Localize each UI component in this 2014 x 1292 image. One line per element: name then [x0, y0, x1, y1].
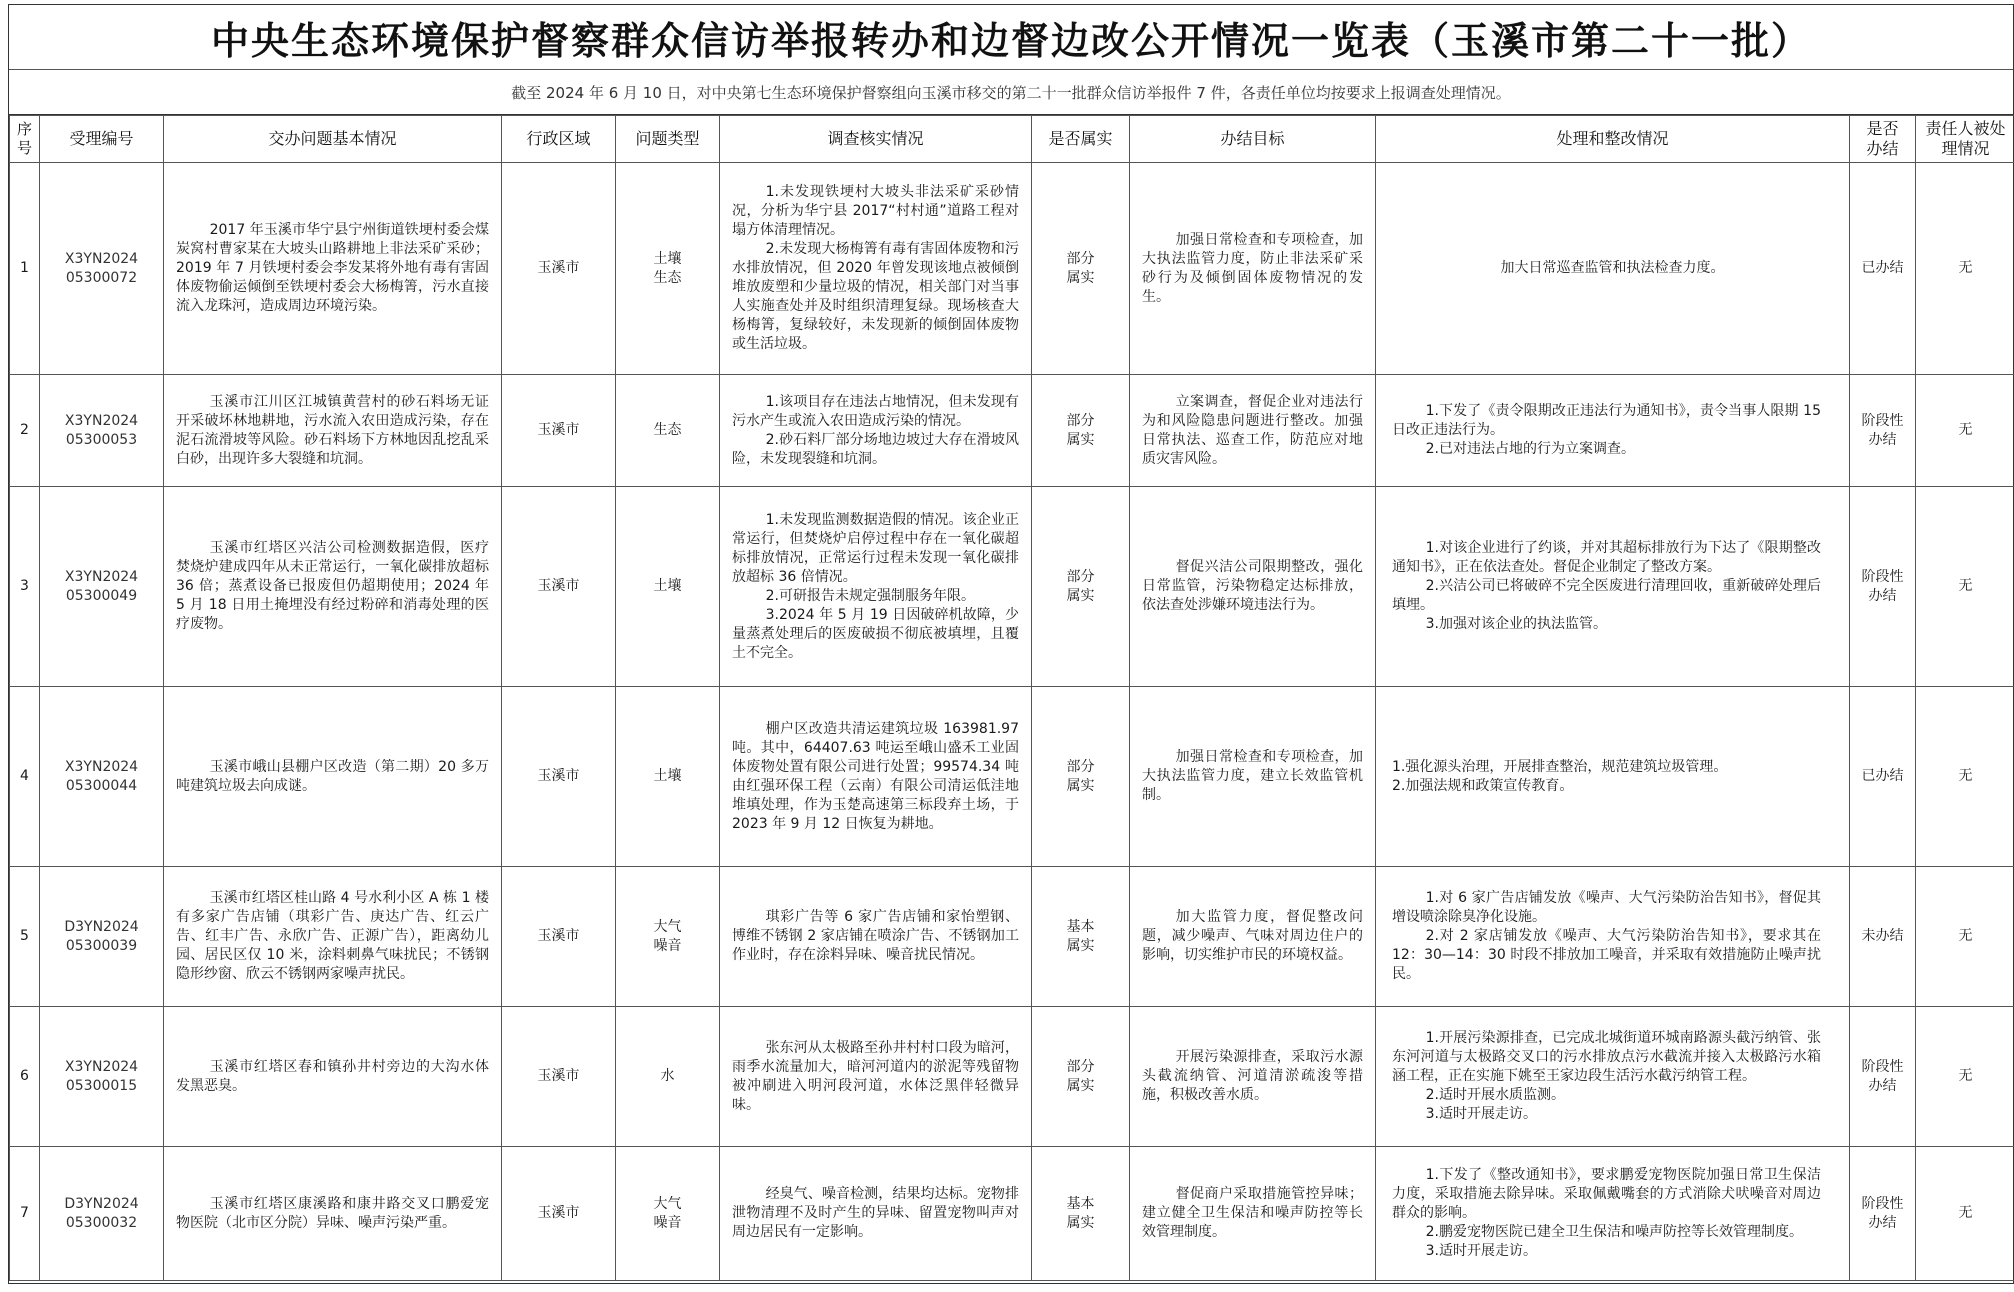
table-row — [10, 867, 2014, 1007]
row-handling-para: 1.开展污染源排查，已完成北城街道环城南路源头截污纳管、张东河河道与太极路交叉口的污水排放点污水截流并接入太极路污水箱涵工程，正在实施下姚至王家边段生活污水截污纳管工程。 — [1392, 1029, 1821, 1086]
header-seq: 序号 — [10, 116, 40, 163]
row-handling — [1376, 1007, 1850, 1147]
table-row — [10, 163, 2014, 375]
row-code — [40, 1007, 164, 1147]
row-verified-line: 部分 — [1032, 250, 1129, 269]
row-verified-line: 属实 — [1032, 937, 1129, 956]
row-verified-line: 部分 — [1032, 1058, 1129, 1077]
row-investigation-para: 琪彩广告等 6 家广告店铺和家怡塑钢、博维不锈钢 2 家店铺在喷涂广告、不锈钢加工作业时，存在涂料异味、噪音扰民情况。 — [732, 908, 1019, 965]
row-type-line: 噪音 — [616, 1214, 719, 1233]
table-row — [10, 687, 2014, 867]
row-goal — [1130, 375, 1376, 487]
header-type: 问题类型 — [616, 116, 720, 163]
row-code — [40, 1147, 164, 1281]
table-row — [10, 1007, 2014, 1147]
row-type-line: 土壤 — [616, 250, 719, 269]
row-code-part: X3YN2024 — [40, 250, 163, 269]
row-accountable: 无 — [1916, 1007, 2014, 1147]
row-verified-line: 属实 — [1032, 1214, 1129, 1233]
row-basic-text: 2017 年玉溪市华宁县宁州街道铁埂村委会煤炭窝村曹家某在大坡头山路耕地上非法采矿采砂；2019 年 7 月铁埂村委会李发某将外地有毒有害固体废物偷运倾倒至铁埂村委会大杨梅箐，污水直接流入龙珠河，造成周边环境污染。 — [176, 221, 489, 316]
document-page — [8, 4, 2014, 1284]
row-done-line: 办结 — [1850, 431, 1915, 450]
row-verified — [1032, 375, 1130, 487]
row-investigation — [720, 1147, 1032, 1281]
row-goal-text: 立案调查，督促企业对违法行为和风险隐患问题进行整改。加强日常执法、巡查工作，防范应对地质灾害风险。 — [1142, 393, 1363, 469]
row-handling-para: 1.下发了《责令限期改正违法行为通知书》，责令当事人限期 15 日改正违法行为。 — [1392, 402, 1821, 440]
row-handling — [1376, 163, 1850, 375]
row-handling-para: 1.对 6 家广告店铺发放《噪声、大气污染防治告知书》，督促其增设喷涂除臭净化设施。 — [1392, 889, 1821, 927]
row-region: 玉溪市 — [502, 867, 616, 1007]
row-code — [40, 867, 164, 1007]
table-row — [10, 1147, 2014, 1281]
row-investigation-para: 2.未发现大杨梅箐有毒有害固体废物和污水排放情况，但 2020 年曾发现该地点被倾倒堆放废塑和少量垃圾的情况，相关部门对当事人实施查处并及时组织清理复绿。现场核查大杨梅箐，复绿较好，未发现新的倾倒固体废物或生活垃圾。 — [732, 240, 1019, 354]
table-header-row — [10, 116, 2014, 163]
row-type — [616, 1147, 720, 1281]
row-verified — [1032, 163, 1130, 375]
row-goal-text: 督促兴洁公司限期整改，强化日常监管，污染物稳定达标排放，依法查处涉嫌环境违法行为。 — [1142, 558, 1363, 615]
row-investigation — [720, 687, 1032, 867]
row-handling — [1376, 1147, 1850, 1281]
row-handling — [1376, 375, 1850, 487]
row-done-line: 办结 — [1850, 587, 1915, 606]
row-done-line: 已办结 — [1850, 767, 1915, 786]
row-accountable: 无 — [1916, 163, 2014, 375]
row-seq: 1 — [10, 163, 40, 375]
row-accountable: 无 — [1916, 1147, 2014, 1281]
row-basic — [164, 1007, 502, 1147]
row-done — [1850, 487, 1916, 687]
row-type-line: 水 — [616, 1067, 719, 1086]
row-basic — [164, 867, 502, 1007]
row-handling-para: 2.适时开展水质监测。 — [1392, 1086, 1821, 1105]
row-code-part: X3YN2024 — [40, 568, 163, 587]
row-region: 玉溪市 — [502, 163, 616, 375]
row-goal-text: 加强日常检查和专项检查，加大执法监管力度，建立长效监管机制。 — [1142, 748, 1363, 805]
row-code-part: X3YN2024 — [40, 1058, 163, 1077]
row-goal — [1130, 687, 1376, 867]
row-handling-para: 加大日常巡查监管和执法检查力度。 — [1388, 259, 1837, 278]
row-done — [1850, 1007, 1916, 1147]
row-basic — [164, 687, 502, 867]
row-basic — [164, 1147, 502, 1281]
row-handling-para: 2.加强法规和政策宣传教育。 — [1392, 777, 1821, 796]
row-verified-line: 属实 — [1032, 587, 1129, 606]
row-basic — [164, 163, 502, 375]
row-verified — [1032, 867, 1130, 1007]
row-investigation-para: 张东河从太极路至孙井村村口段为暗河，雨季水流量加大，暗河河道内的淤泥等残留物被冲刷进入明河段河道，水体泛黑伴轻微异味。 — [732, 1039, 1019, 1115]
row-type-line: 噪音 — [616, 937, 719, 956]
header-accountable: 责任人被处理情况 — [1916, 116, 2014, 163]
row-code-part: 05300049 — [40, 587, 163, 606]
row-handling-para: 1.对该企业进行了约谈，并对其超标排放行为下达了《限期整改通知书》，正在依法查处。督促企业制定了整改方案。 — [1392, 539, 1821, 577]
table-body — [10, 163, 2014, 1281]
row-done-line: 阶段性 — [1850, 1058, 1915, 1077]
row-done — [1850, 163, 1916, 375]
row-investigation — [720, 487, 1032, 687]
row-goal — [1130, 487, 1376, 687]
row-handling-para: 2.兴洁公司已将破碎不完全医废进行清理回收，重新破碎处理后填埋。 — [1392, 577, 1821, 615]
row-seq: 6 — [10, 1007, 40, 1147]
row-type-line: 生态 — [616, 421, 719, 440]
row-code-part: 05300015 — [40, 1077, 163, 1096]
row-goal — [1130, 1147, 1376, 1281]
row-accountable: 无 — [1916, 687, 2014, 867]
row-region: 玉溪市 — [502, 1147, 616, 1281]
row-done — [1850, 375, 1916, 487]
row-accountable: 无 — [1916, 867, 2014, 1007]
row-investigation-para: 1.未发现铁埂村大坡头非法采矿采砂情况，分析为华宁县 2017“村村通”道路工程对塌方体清理情况。 — [732, 183, 1019, 240]
row-handling — [1376, 687, 1850, 867]
row-investigation-para: 2.可研报告未规定强制服务年限。 — [732, 587, 1019, 606]
row-code-part: D3YN2024 — [40, 918, 163, 937]
row-done-line: 阶段性 — [1850, 412, 1915, 431]
row-investigation — [720, 867, 1032, 1007]
row-investigation-para: 2.砂石料厂部分场地边坡过大存在滑坡风险，未发现裂缝和坑洞。 — [732, 431, 1019, 469]
row-basic-text: 玉溪市峨山县棚户区改造（第二期）20 多万吨建筑垃圾去向成谜。 — [176, 758, 489, 796]
row-type-line: 大气 — [616, 918, 719, 937]
row-accountable: 无 — [1916, 487, 2014, 687]
header-basic: 交办问题基本情况 — [164, 116, 502, 163]
table-row — [10, 487, 2014, 687]
row-verified-line: 部分 — [1032, 412, 1129, 431]
row-done — [1850, 1147, 1916, 1281]
row-handling-para: 2.鹏爱宠物医院已建全卫生保洁和噪声防控等长效管理制度。 — [1392, 1223, 1821, 1242]
row-region: 玉溪市 — [502, 1007, 616, 1147]
row-verified-line: 属实 — [1032, 269, 1129, 288]
row-handling-para: 2.已对违法占地的行为立案调查。 — [1392, 440, 1821, 459]
row-code-part: X3YN2024 — [40, 412, 163, 431]
row-seq: 2 — [10, 375, 40, 487]
row-goal — [1130, 867, 1376, 1007]
row-type-line: 大气 — [616, 1195, 719, 1214]
row-handling-para: 1.强化源头治理，开展排查整治，规范建筑垃圾管理。 — [1392, 758, 1821, 777]
row-done-line: 办结 — [1850, 1077, 1915, 1096]
row-basic — [164, 375, 502, 487]
row-handling — [1376, 487, 1850, 687]
row-seq: 3 — [10, 487, 40, 687]
header-verified: 是否属实 — [1032, 116, 1130, 163]
row-basic-text: 玉溪市红塔区兴洁公司检测数据造假，医疗焚烧炉建成四年从未正常运行，一氧化碳排放超标 36 倍；蒸煮设备已报废但仍超期使用；2024 年 5 月 18 日用土掩埋没有经过粉碎和消毒处理的医疗废物。 — [176, 539, 489, 634]
row-done-line: 未办结 — [1850, 927, 1915, 946]
row-type — [616, 487, 720, 687]
row-basic — [164, 487, 502, 687]
row-goal — [1130, 1007, 1376, 1147]
row-verified — [1032, 1007, 1130, 1147]
row-done-line: 办结 — [1850, 1214, 1915, 1233]
header-code: 受理编号 — [40, 116, 164, 163]
row-done — [1850, 867, 1916, 1007]
row-code-part: X3YN2024 — [40, 758, 163, 777]
row-handling-para: 1.下发了《整改通知书》，要求鹏爱宠物医院加强日常卫生保洁力度，采取措施去除异味。采取佩戴嘴套的方式消除犬吠噪音对周边群众的影响。 — [1392, 1166, 1821, 1223]
row-goal-text: 开展污染源排查，采取污水源头截流纳管、河道清淤疏浚等措施，积极改善水质。 — [1142, 1048, 1363, 1105]
row-investigation-para: 1.未发现监测数据造假的情况。该企业正常运行，但焚烧炉启停过程中存在一氧化碳超标排放情况，正常运行过程未发现一氧化碳排放超标 36 倍情况。 — [732, 511, 1019, 587]
row-basic-text: 玉溪市江川区江城镇黄营村的砂石料场无证开采破坏林地耕地，污水流入农田造成污染，存在泥石流滑坡等风险。砂石料场下方林地因乱挖乱采白砂，出现许多大裂缝和坑洞。 — [176, 393, 489, 469]
row-handling-para: 3.适时开展走访。 — [1392, 1242, 1821, 1261]
row-code-part: 05300053 — [40, 431, 163, 450]
row-region: 玉溪市 — [502, 487, 616, 687]
row-handling-para: 3.适时开展走访。 — [1392, 1105, 1821, 1124]
header-goal: 办结目标 — [1130, 116, 1376, 163]
row-verified-line: 基本 — [1032, 1195, 1129, 1214]
row-handling-para: 3.加强对该企业的执法监管。 — [1392, 615, 1821, 634]
row-code — [40, 687, 164, 867]
document-title: 中央生态环境保护督察群众信访举报转办和边督边改公开情况一览表（玉溪市第二十一批） — [9, 5, 2013, 70]
row-type-line: 土壤 — [616, 767, 719, 786]
row-goal-text: 督促商户采取措施管控异味；建立健全卫生保洁和噪声防控等长效管理制度。 — [1142, 1185, 1363, 1242]
row-done-line: 阶段性 — [1850, 1195, 1915, 1214]
row-verified — [1032, 487, 1130, 687]
row-type — [616, 1007, 720, 1147]
row-handling-para: 2.对 2 家店铺发放《噪声、大气污染防治告知书》，要求其在 12：30—14：30 时段不排放加工噪音，并采取有效措施防止噪声扰民。 — [1392, 927, 1821, 984]
row-type-line: 土壤 — [616, 577, 719, 596]
header-handling: 处理和整改情况 — [1376, 116, 1850, 163]
report-table — [9, 115, 2014, 1281]
row-code-part: 05300044 — [40, 777, 163, 796]
row-code-part: 05300032 — [40, 1214, 163, 1233]
row-type — [616, 375, 720, 487]
header-region: 行政区域 — [502, 116, 616, 163]
row-verified — [1032, 687, 1130, 867]
row-accountable: 无 — [1916, 375, 2014, 487]
row-type — [616, 163, 720, 375]
row-code-part: 05300072 — [40, 269, 163, 288]
row-verified-line: 基本 — [1032, 918, 1129, 937]
row-investigation-para: 3.2024 年 5 月 19 日因破碎机故障，少量蒸煮处理后的医废破损不彻底被填埋，且覆土不完全。 — [732, 606, 1019, 663]
row-goal-text: 加强日常检查和专项检查，加大执法监管力度，防止非法采矿采砂行为及倾倒固体废物情况的发生。 — [1142, 231, 1363, 307]
row-basic-text: 玉溪市红塔区康溪路和康井路交叉口鹏爱宠物医院（北市区分院）异味、噪声污染严重。 — [176, 1195, 489, 1233]
row-investigation-para: 经臭气、噪音检测，结果均达标。宠物排泄物清理不及时产生的异味、留置宠物叫声对周边居民有一定影响。 — [732, 1185, 1019, 1242]
row-investigation — [720, 375, 1032, 487]
row-seq: 4 — [10, 687, 40, 867]
row-code-part: 05300039 — [40, 937, 163, 956]
row-type — [616, 687, 720, 867]
row-done-line: 已办结 — [1850, 259, 1915, 278]
row-seq: 7 — [10, 1147, 40, 1281]
row-investigation — [720, 163, 1032, 375]
row-type-line: 生态 — [616, 269, 719, 288]
row-verified-line: 属实 — [1032, 431, 1129, 450]
row-verified-line: 属实 — [1032, 777, 1129, 796]
row-goal — [1130, 163, 1376, 375]
document-subtitle: 截至 2024 年 6 月 10 日，对中央第七生态环境保护督察组向玉溪市移交的第二十一批群众信访举报件 7 件，各责任单位均按要求上报调查处理情况。 — [9, 70, 2013, 115]
row-code-part: D3YN2024 — [40, 1195, 163, 1214]
row-basic-text: 玉溪市红塔区桂山路 4 号水利小区 A 栋 1 楼有多家广告店铺（琪彩广告、庚达广告、红云广告、红丰广告、永欣广告、正源广告），距离幼儿园、居民区仅 10 米，涂料刺鼻气味扰民；不锈钢隐形纱窗、欣云不锈钢两家噪声扰民。 — [176, 889, 489, 984]
row-investigation — [720, 1007, 1032, 1147]
row-goal-text: 加大监管力度，督促整改问题，减少噪声、气味对周边住户的影响，切实维护市民的环境权益。 — [1142, 908, 1363, 965]
row-seq: 5 — [10, 867, 40, 1007]
table-row — [10, 375, 2014, 487]
row-done-line: 阶段性 — [1850, 568, 1915, 587]
row-code — [40, 375, 164, 487]
row-basic-text: 玉溪市红塔区春和镇孙井村旁边的大沟水体发黑恶臭。 — [176, 1058, 489, 1096]
row-verified — [1032, 1147, 1130, 1281]
row-verified-line: 属实 — [1032, 1077, 1129, 1096]
header-investigation: 调查核实情况 — [720, 116, 1032, 163]
row-handling — [1376, 867, 1850, 1007]
row-done — [1850, 687, 1916, 867]
row-verified-line: 部分 — [1032, 758, 1129, 777]
row-verified-line: 部分 — [1032, 568, 1129, 587]
row-region: 玉溪市 — [502, 375, 616, 487]
header-done: 是否办结 — [1850, 116, 1916, 163]
row-investigation-para: 棚户区改造共清运建筑垃圾 163981.97 吨。其中，64407.63 吨运至峨山盛禾工业固体废物处置有限公司进行处置；99574.34 吨由红强环保工程（云南）有限公司清运低洼地堆填处理，作为玉楚高速第三标段弃土场，于 2023 年 9 月 12 日恢复为耕地。 — [732, 720, 1019, 834]
row-code — [40, 163, 164, 375]
row-type — [616, 867, 720, 1007]
row-code — [40, 487, 164, 687]
row-investigation-para: 1.该项目存在违法占地情况，但未发现有污水产生或流入农田造成污染的情况。 — [732, 393, 1019, 431]
row-region: 玉溪市 — [502, 687, 616, 867]
